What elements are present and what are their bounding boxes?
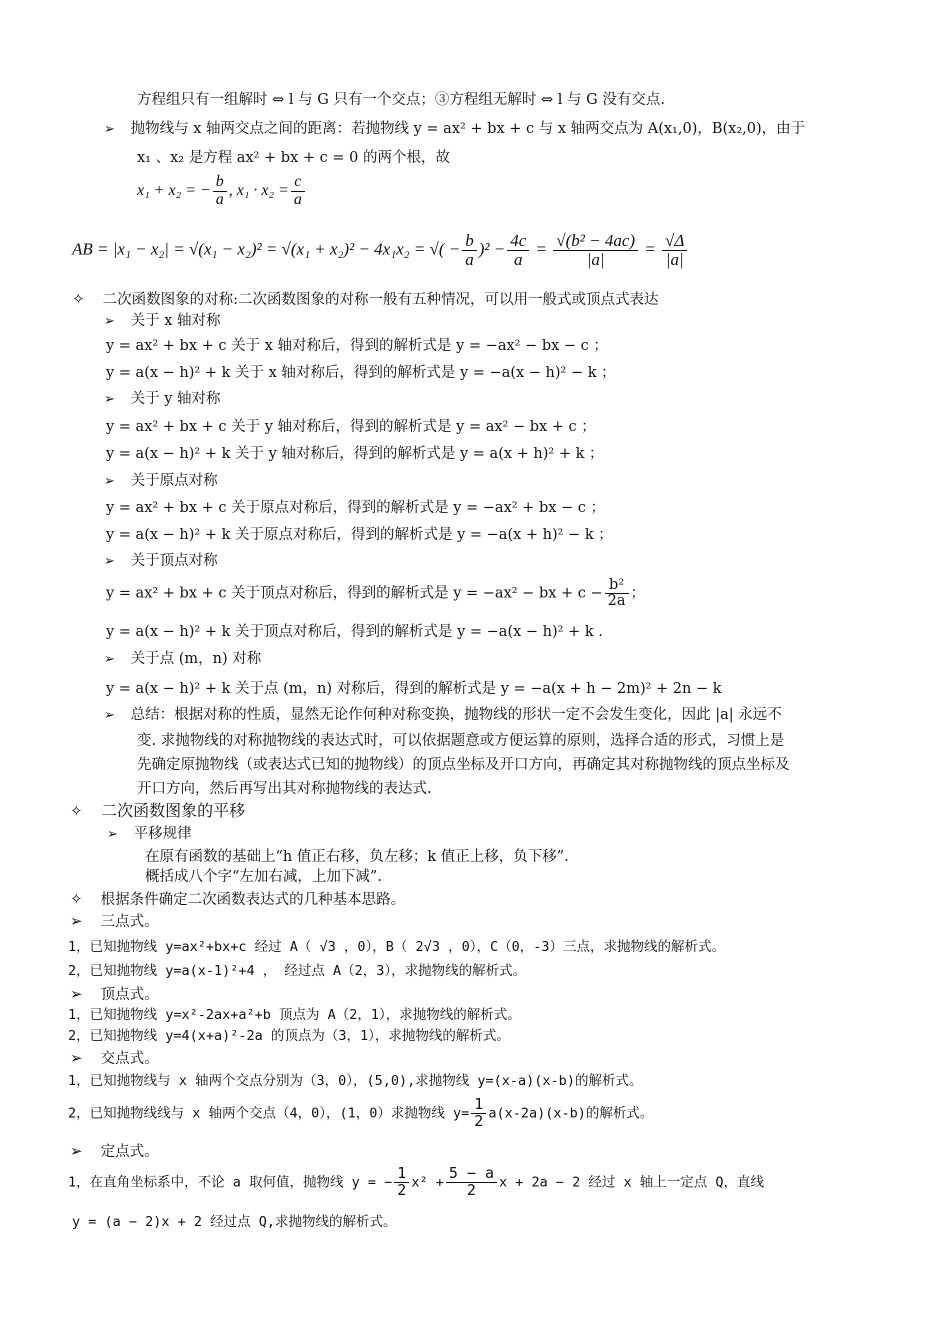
distance-text: 抛物线与 x 轴两交点之间的距离：若抛物线 y = ax² + bx + c 与 x 轴两交点为 A(x₁,0)，B(x₂,0)，由于 [130,121,806,137]
title-text: 关于原点对称 [130,473,218,489]
translation-heading [70,801,245,820]
vertex-form-q2: 2，已知抛物线 y=4(x+a)²-2a 的顶点为（3，1），求抛物线的解析式。 [68,1028,510,1044]
diamond-bullet-icon: ✧ [72,290,85,308]
denominator: 2 [474,1111,484,1130]
summary-text: 总结：根据对称的性质，显然无论作何种对称变换，抛物线的形状一定不会发生变化，因此 |a| 永远不 [130,707,782,723]
denominator: |a| [586,249,605,269]
denominator: |a| [665,249,684,269]
denominator: 2 [397,1180,407,1199]
fixed-point-q1 [68,1166,764,1199]
symmetry-heading [72,290,659,309]
arrow-bullet-icon: ➢ [70,912,83,930]
fraction [462,232,477,269]
origin-sym-general: y = ax² + bx + c 关于原点对称后，得到的解析式是 y = −ax² + bx − c ； [106,500,605,516]
fraction [553,232,638,269]
numerator: b² [605,578,629,594]
title-text: 平移规律 [133,826,192,842]
numerator: √(b² − 4ac) [553,232,638,251]
roots-text: x₁ 、x₂ 是方程 ax² + bx + c = 0 的两个根，故 [137,150,450,166]
formula-text: y = ax² + bx + c 关于顶点对称后，得到的解析式是 y = −ax² − bx + c − [106,585,603,602]
summary-line-3: 先确定原抛物线（或表达式已知的抛物线）的顶点坐标及开口方向，再确定其对称抛物线的顶点坐标及 [137,757,790,773]
vieta-sum: x₁ + x₂ = − [137,181,211,199]
x-sym-general: y = ax² + bx + c 关于 x 轴对称后，得到的解析式是 y = −ax² − bx − c ； [106,338,608,354]
punctuation: ； [630,585,646,602]
summary-line-2: 变. 求抛物线的对称抛物线的表达式时，可以依据题意或方便运算的原则，选择合适的形式，习惯上是 [137,733,785,749]
fraction [446,1166,497,1199]
rule-text-2: 概括成八个字“左加右减，上加下减”. [145,869,382,885]
fraction [213,174,227,209]
denominator: 2 [466,1180,476,1199]
denominator: 2a [607,593,626,610]
arrow-bullet-icon: ➢ [104,392,115,407]
vertex-form-q1: 1，已知抛物线 y=x²-2ax+a²+b 顶点为 A（2，1），求抛物线的解析式。 [68,1007,521,1023]
arrow-bullet-icon: ➢ [70,1049,83,1067]
intercept-form-q1: 1，已知抛物线与 x 轴两个交点分别为（3，0），(5,0),求抛物线 y=(x-a)(x-b)的解析式。 [68,1073,643,1089]
heading-text: 二次函数图象的对称:二次函数图象的对称一般有五种情况，可以用一般式或顶点式表达 [102,292,659,308]
question-text: x + 2a − 2 经过 x 轴上一定点 Q，直线 [498,1174,765,1191]
fixed-point-title [70,1142,159,1161]
arrow-bullet-icon: ➢ [70,985,83,1003]
title-text: 三点式。 [100,914,159,930]
heading-text: 二次函数图象的平移 [101,801,246,820]
vertex-sym-general [106,578,645,609]
methods-heading [70,890,405,909]
vertex-title [104,553,218,570]
summary-line-1 [104,707,782,724]
point-sym-vertex: y = a(x − h)² + k 关于点 (m，n) 对称后，得到的解析式是 y = −a(x + h − 2m)² + 2n − k [106,681,722,697]
rule-title [107,826,192,843]
fixed-point-q2: y = (a − 2)x + 2 经过点 Q,求抛物线的解析式。 [72,1214,397,1230]
fraction [394,1166,409,1199]
intercept-form-title [70,1049,159,1068]
numerator: 1 [394,1166,409,1183]
origin-title [104,473,218,490]
fraction [605,578,629,609]
denominator: a [215,190,224,208]
point-title [104,651,261,668]
arrow-bullet-icon: ➢ [70,1142,83,1160]
question-text: a(x-2a)(x-b)的解析式。 [488,1105,654,1122]
arrow-bullet-icon: ➢ [104,122,115,137]
denominator: a [293,190,302,208]
arrow-bullet-icon: ➢ [104,554,115,569]
x-sym-vertex: y = a(x − h)² + k 关于 x 轴对称后，得到的解析式是 y = −a(x − h)² − k ； [106,365,616,381]
title-text: 关于顶点对称 [130,553,218,569]
title-text: 关于 x 轴对称 [130,313,221,329]
vertex-sym-vertex: y = a(x − h)² + k 关于顶点对称后，得到的解析式是 y = −a(x − h)² + k . [106,624,603,640]
condition-text: 方程组只有一组解时 ⇔ l 与 G 只有一个交点；③方程组无解时 ⇔ l 与 G 没有交点. [137,92,665,108]
three-point-title [70,912,159,931]
equals: = [644,239,656,259]
denominator: a [465,249,474,269]
arrow-bullet-icon: ➢ [107,827,118,842]
arrow-bullet-icon: ➢ [104,314,115,329]
question-text: 1，在直角坐标系中，不论 a 取何值，抛物线 y = − [68,1174,393,1191]
y-axis-title [104,391,221,408]
numerator: b [462,232,477,251]
title-text: 关于点 (m，n) 对称 [130,651,262,667]
ab-root: √(x₁ − x₂)² = √(x₁ + x₂)² − 4x₁x₂ = [188,239,426,259]
arrow-bullet-icon: ➢ [104,474,115,489]
distance-line [104,121,805,138]
title-text: 关于 y 轴对称 [130,391,221,407]
ab-part: )² − [478,239,506,259]
fraction [662,232,687,269]
fraction [471,1097,486,1130]
origin-sym-vertex: y = a(x − h)² + k 关于原点对称后，得到的解析式是 y = −a(x + h)² − k ； [106,527,613,543]
denominator: a [514,249,523,269]
numerator: b [213,174,227,192]
vertex-form-title [70,985,159,1004]
vieta-product: , x₁ · x₂ = [228,181,289,199]
vieta-formula [137,174,307,209]
question-text: x² + [411,1174,444,1191]
numerator: 5 − a [446,1166,497,1183]
ab-abs: AB = |x₁ − x₂| = [72,239,185,259]
title-text: 交点式。 [100,1051,159,1067]
title-text: 定点式。 [100,1144,159,1160]
numerator: √Δ [662,232,687,251]
fraction [291,174,305,209]
intercept-form-q2 [68,1097,653,1130]
numerator: c [291,174,305,192]
equals: = [535,239,548,259]
numerator: 4c [507,232,529,251]
three-point-q1: 1，已知抛物线 y=ax²+bx+c 经过 A（ √3 ，0），B（ 2√3 ，0），C（0，-3）三点，求抛物线的解析式。 [68,939,725,955]
rule-text-1: 在原有函数的基础上“h 值正右移，负左移；k 值正上移，负下移”. [145,849,569,865]
y-sym-general: y = ax² + bx + c 关于 y 轴对称后，得到的解析式是 y = ax² − bx + c ； [106,419,596,435]
arrow-bullet-icon: ➢ [104,708,115,723]
question-text: 2，已知抛物线线与 x 轴两个交点（4，0），(1，0）求抛物线 y= [68,1105,470,1122]
fraction [507,232,529,269]
diamond-bullet-icon: ✧ [70,802,83,820]
arrow-bullet-icon: ➢ [104,652,115,667]
y-sym-vertex: y = a(x − h)² + k 关于 y 轴对称后，得到的解析式是 y = a(x + h)² + k ； [106,446,604,462]
ab-part: √( − [429,239,461,259]
summary-line-4: 开口方向，然后再写出其对称抛物线的表达式. [137,781,432,797]
x-axis-title [104,313,221,330]
heading-text: 根据条件确定二次函数表达式的几种基本思路。 [100,892,406,908]
title-text: 顶点式。 [100,987,159,1003]
diamond-bullet-icon: ✧ [70,890,83,908]
three-point-q2: 2，已知抛物线 y=a(x-1)²+4 ， 经过点 A（2，3），求抛物线的解析式。 [68,963,527,979]
numerator: 1 [471,1097,486,1114]
distance-formula [72,232,689,269]
